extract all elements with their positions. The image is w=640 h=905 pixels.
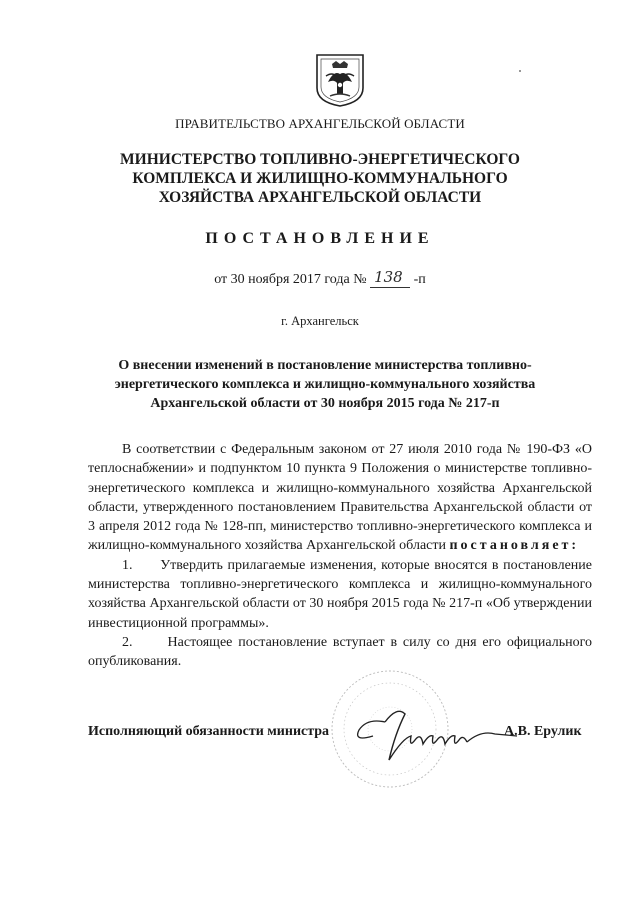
subject-line: энергетического комплекса и жилищно-коммунального хозяйства [114,377,536,392]
ministry-name-line: МИНИСТЕРСТВО ТОПЛИВНО-ЭНЕРГЕТИЧЕСКОГО [120,151,520,168]
signatory-title: Исполняющий обязанности министра [88,724,330,739]
decree-word: постановляет: [449,538,580,554]
document-type-heading: ПОСТАНОВЛЕНИЕ [205,230,435,247]
ministry-name-line: КОМПЛЕКСА И ЖИЛИЩНО-КОММУНАЛЬНОГО [132,170,508,187]
document-body [88,440,592,672]
signatory-name: А.В. Ерулик [504,724,582,739]
handwritten-signature-icon [345,700,525,770]
government-name: ПРАВИТЕЛЬСТВО АРХАНГЕЛЬСКОЙ ОБЛАСТИ [175,116,465,131]
date-prefix: от 30 ноября 2017 года № [214,272,367,287]
subject-line: Архангельской области от 30 ноября 2015 года № 217-п [150,396,500,411]
preamble-paragraph [88,440,592,556]
handwritten-number: 138 [374,268,403,286]
ministry-name-line: ХОЗЯЙСТВА АРХАНГЕЛЬСКОЙ ОБЛАСТИ [158,189,482,206]
ministry-name [80,150,560,207]
scan-artifact-dot [519,70,521,72]
number-suffix: -п [413,272,426,287]
document-number-field [370,268,410,288]
item-1-paragraph: 1. Утвердить прилагаемые изменения, которые вносятся в постановление министерства топливно-энергетического комплекса и жилищно-коммунального хозяйства Архангельской области от 30 ноября 2015 года № 217-п «Об утверждении инвестиционной программы». [88,557,592,631]
city-line: г. Архангельск [281,314,359,328]
document-date-number [0,268,640,288]
preamble-text: В соответствии с Федеральным законом от 27 июля 2010 года № 190-ФЗ «О теплоснабжении» и подпунктом 10 пункта 9 Положения о министерстве топливно-энергетического комплекса и жилищно-коммунального хозяйства Архангельской области, утвержденного постановлением Правительства Архангельской области от 3 апреля 2012 года № 128-пп, министерство топливно-энергетического комплекса и жилищно-коммунального хозяйства Архангельской области [88,442,592,554]
coat-of-arms-icon [314,52,366,108]
item-2-paragraph: 2. Настоящее постановление вступает в силу со дня его официального опубликования. [88,634,592,670]
document-subject [90,356,560,413]
subject-line: О внесении изменений в постановление министерства топливно- [118,358,532,373]
